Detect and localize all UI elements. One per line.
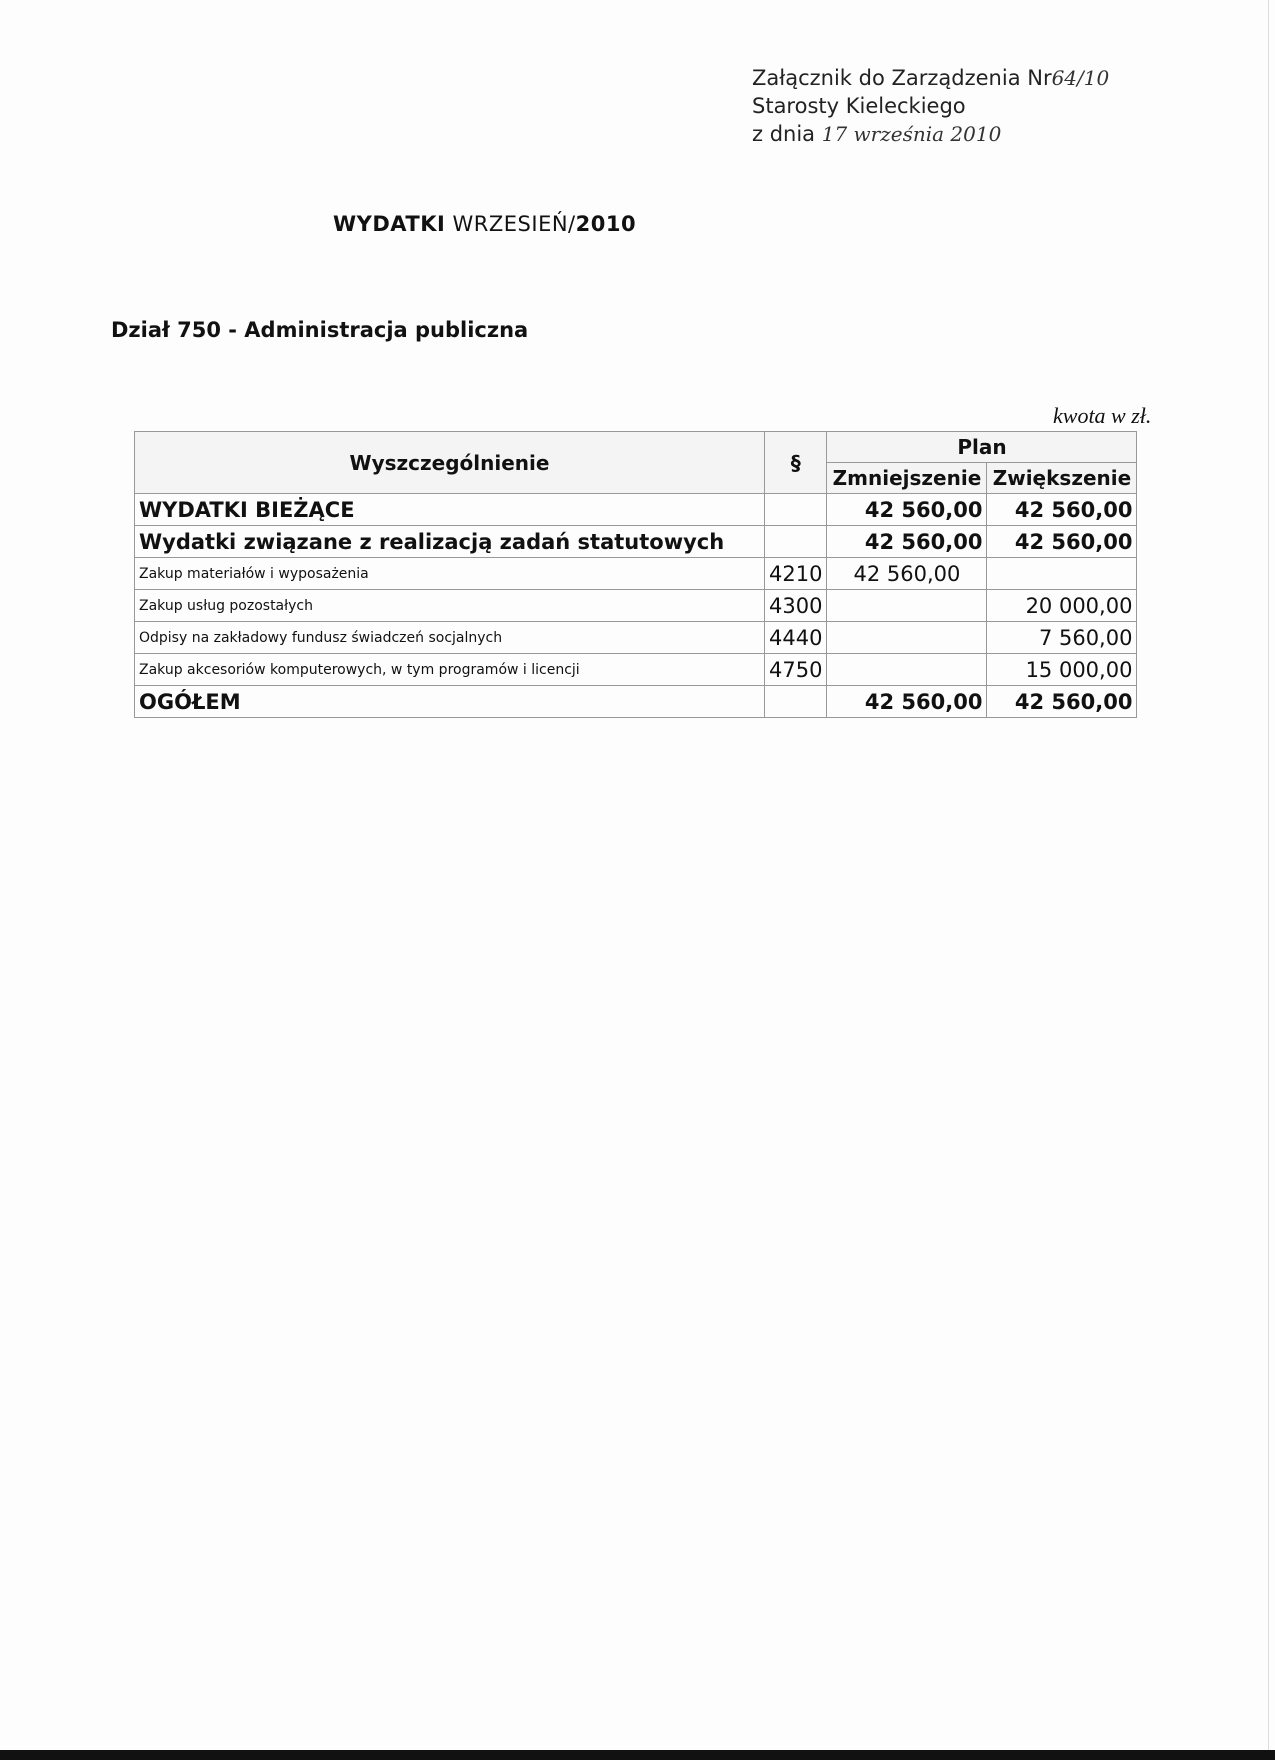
table-row (135, 558, 1137, 590)
row-increase: 42 560,00 (987, 494, 1137, 526)
title-part-2: WRZESIEŃ/ (452, 212, 576, 236)
section-heading: Dział 750 - Administracja publiczna (111, 318, 529, 342)
table-row (135, 526, 1137, 558)
row-description: Odpisy na zakładowy fundusz świadczeń socjalnych (135, 622, 765, 654)
header-date-label: z dnia (752, 122, 816, 146)
row-increase: 42 560,00 (987, 686, 1137, 718)
header-ordinance-label: Załącznik do Zarządzenia Nr (752, 66, 1052, 90)
handwritten-date: 17 września 2010 (821, 122, 1002, 146)
row-paragraph: 4750 (765, 654, 827, 686)
row-description: Zakup usług pozostałych (135, 590, 765, 622)
row-description: WYDATKI BIEŻĄCE (135, 494, 765, 526)
row-increase: 7 560,00 (987, 622, 1137, 654)
row-description: Wydatki związane z realizacją zadań statutowych (135, 526, 765, 558)
row-decrease (827, 590, 987, 622)
header-increase: Zwiększenie (987, 463, 1137, 494)
row-description: Zakup materiałów i wyposażenia (135, 558, 765, 590)
table-total-row (135, 686, 1137, 718)
handwritten-ordinance-number: 64/10 (1051, 66, 1110, 90)
title-part-1: WYDATKI (333, 212, 446, 236)
row-decrease (827, 654, 987, 686)
header-description: Wyszczególnienie (135, 432, 765, 494)
row-increase: 20 000,00 (987, 590, 1137, 622)
row-description: Zakup akcesoriów komputerowych, w tym programów i licencji (135, 654, 765, 686)
row-increase: 42 560,00 (987, 526, 1137, 558)
table-header-row-1 (135, 432, 1137, 463)
scan-edge (1268, 0, 1269, 1750)
row-paragraph: 4300 (765, 590, 827, 622)
expenditure-table (134, 431, 1137, 718)
row-decrease: 42 560,00 (827, 494, 987, 526)
table-row (135, 494, 1137, 526)
table-row (135, 622, 1137, 654)
row-increase: 15 000,00 (987, 654, 1137, 686)
header-decrease: Zmniejszenie (827, 463, 987, 494)
row-decrease: 42 560,00 (827, 686, 987, 718)
header-line-2: Starosty Kieleckiego (752, 94, 966, 118)
header-plan: Plan (827, 432, 1137, 463)
row-paragraph (765, 494, 827, 526)
attachment-header (752, 64, 1109, 148)
row-paragraph: 4440 (765, 622, 827, 654)
amount-unit-note: kwota w zł. (1053, 403, 1152, 428)
row-decrease: 42 560,00 (827, 558, 987, 590)
scan-bottom-border (0, 1750, 1275, 1760)
row-increase (987, 558, 1137, 590)
header-line-3 (752, 120, 1109, 148)
title-part-3: 2010 (575, 212, 637, 236)
row-decrease (827, 622, 987, 654)
row-description: OGÓŁEM (135, 686, 765, 718)
table-row (135, 590, 1137, 622)
row-paragraph (765, 526, 827, 558)
row-paragraph: 4210 (765, 558, 827, 590)
row-paragraph (765, 686, 827, 718)
row-decrease: 42 560,00 (827, 526, 987, 558)
table-row (135, 654, 1137, 686)
header-paragraph: § (765, 432, 827, 494)
header-line-1 (752, 64, 1109, 92)
document-title (333, 212, 636, 236)
